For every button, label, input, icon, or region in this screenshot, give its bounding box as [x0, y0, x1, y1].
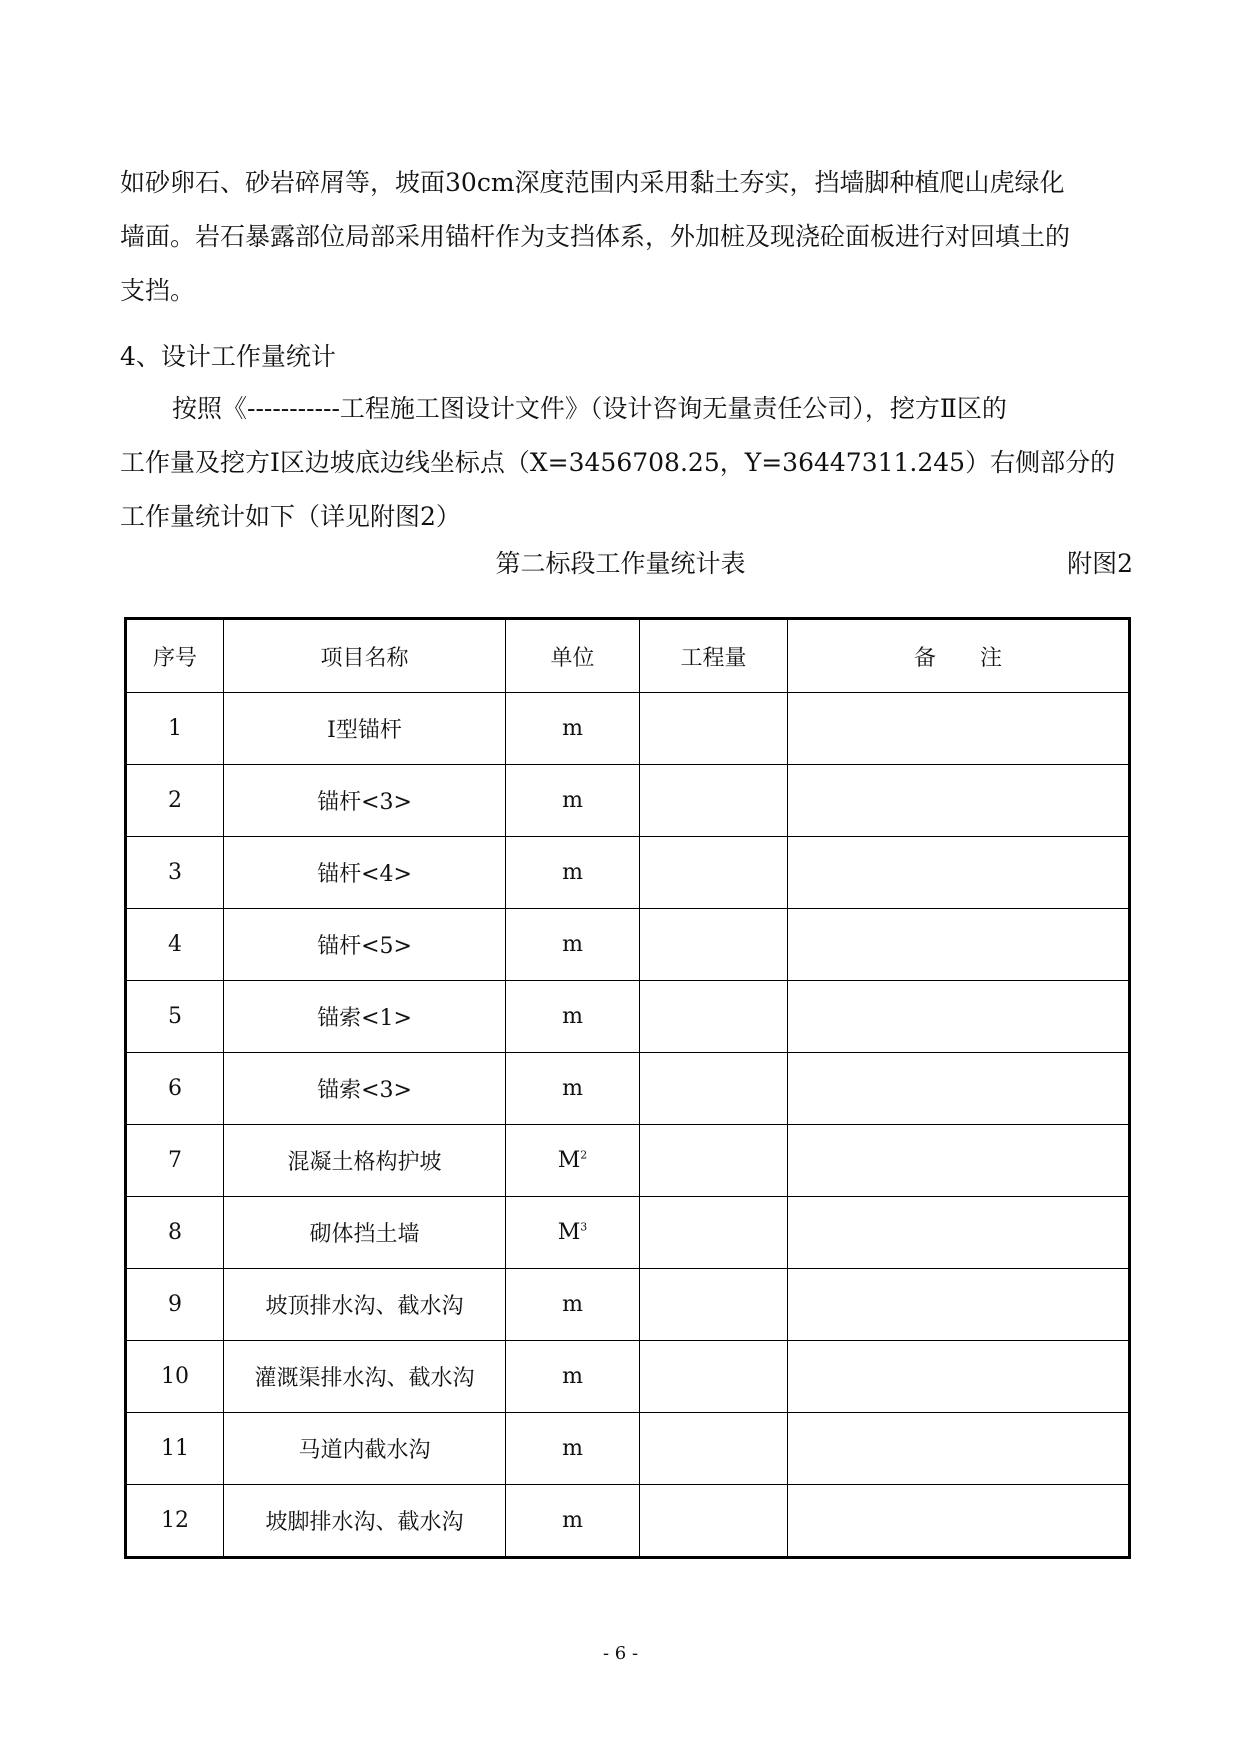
cell-quantity [640, 1485, 788, 1558]
cell-no: 5 [126, 981, 224, 1053]
cell-remarks [788, 1341, 1130, 1413]
paragraph-line: 支挡。 [120, 276, 196, 305]
cell-unit [506, 1053, 640, 1125]
cell-unit [506, 1341, 640, 1413]
paragraph-continuation [120, 156, 1130, 318]
cell-item-name: 锚索<3> [224, 1053, 506, 1125]
table-row [126, 693, 1130, 765]
paragraph-line: 按照《-----------工程施工图设计文件》（设计咨询无量责任公司），挖方Ⅱ区的 [172, 394, 1007, 423]
table-caption: 第二标段工作量统计表 [495, 549, 746, 578]
cell-unit [506, 1269, 640, 1341]
header-remarks: 备 注 [788, 619, 1130, 693]
table-row [126, 909, 1130, 981]
table-reference-label: 附图2 [1067, 549, 1133, 578]
cell-item-name: 坡顶排水沟、截水沟 [224, 1269, 506, 1341]
unit-text: m [562, 1364, 583, 1389]
cell-no: 10 [126, 1341, 224, 1413]
header-quantity: 工程量 [640, 619, 788, 693]
table-row [126, 1125, 1130, 1197]
cell-quantity [640, 981, 788, 1053]
table-row [126, 1053, 1130, 1125]
cell-unit [506, 1197, 640, 1269]
cell-unit [506, 765, 640, 837]
cell-item-name: 坡脚排水沟、截水沟 [224, 1485, 506, 1558]
cell-no: 8 [126, 1197, 224, 1269]
cell-remarks [788, 1125, 1130, 1197]
unit-text: m [562, 1508, 583, 1533]
cell-no: 6 [126, 1053, 224, 1125]
cell-no: 1 [126, 693, 224, 765]
table-row [126, 1341, 1130, 1413]
cell-item-name: Ⅰ型锚杆 [224, 693, 506, 765]
cell-remarks [788, 1485, 1130, 1558]
cell-quantity [640, 1125, 788, 1197]
unit-text: m [562, 1436, 583, 1461]
table-row [126, 1197, 1130, 1269]
cell-item-name: 砌体挡土墙 [224, 1197, 506, 1269]
cell-remarks [788, 1053, 1130, 1125]
table-header-row [126, 619, 1130, 693]
table-row [126, 1413, 1130, 1485]
cell-remarks [788, 765, 1130, 837]
cell-unit [506, 981, 640, 1053]
paragraph-line: 工作量统计如下（详见附图2） [120, 502, 461, 531]
workload-table [124, 617, 1131, 1559]
paragraph-line: 工作量及挖方Ⅰ区边坡底边线坐标点（X=3456708.25，Y=36447311.245）右侧部分的 [120, 448, 1116, 477]
cell-unit [506, 1485, 640, 1558]
cell-quantity [640, 837, 788, 909]
cell-quantity [640, 909, 788, 981]
unit-text: m [562, 860, 583, 885]
cell-remarks [788, 1197, 1130, 1269]
cell-quantity [640, 765, 788, 837]
table-row [126, 837, 1130, 909]
unit-text: m [562, 1004, 583, 1029]
cell-quantity [640, 1053, 788, 1125]
cell-quantity [640, 1341, 788, 1413]
unit-text: m [562, 1076, 583, 1101]
section-heading: 4、设计工作量统计 [120, 342, 336, 371]
header-item-name: 项目名称 [224, 619, 506, 693]
cell-item-name: 灌溉渠排水沟、截水沟 [224, 1341, 506, 1413]
header-unit: 单位 [506, 619, 640, 693]
cell-item-name: 锚索<1> [224, 981, 506, 1053]
unit-text: m [562, 1292, 583, 1317]
cell-no: 2 [126, 765, 224, 837]
unit-exponent: 2 [580, 1148, 588, 1162]
paragraph-line: 如砂卵石、砂岩碎屑等，坡面30cm深度范围内采用黏土夯实，挡墙脚种植爬山虎绿化 [120, 168, 1065, 197]
cell-item-name: 锚杆<5> [224, 909, 506, 981]
cell-no: 7 [126, 1125, 224, 1197]
unit-text: m [562, 932, 583, 957]
paragraph-line: 墙面。岩石暴露部位局部采用锚杆作为支挡体系，外加桩及现浇砼面板进行对回填土的 [120, 222, 1071, 251]
unit-text: M [557, 1148, 581, 1173]
paragraph-workload-intro [120, 382, 1130, 544]
cell-remarks [788, 909, 1130, 981]
table-row [126, 1485, 1130, 1558]
cell-item-name: 混凝土格构护坡 [224, 1125, 506, 1197]
cell-unit [506, 909, 640, 981]
table-row [126, 981, 1130, 1053]
cell-no: 4 [126, 909, 224, 981]
cell-quantity [640, 1197, 788, 1269]
cell-item-name: 马道内截水沟 [224, 1413, 506, 1485]
cell-quantity [640, 1269, 788, 1341]
cell-no: 12 [126, 1485, 224, 1558]
cell-item-name: 锚杆<4> [224, 837, 506, 909]
cell-item-name: 锚杆<3> [224, 765, 506, 837]
cell-quantity [640, 1413, 788, 1485]
cell-no: 11 [126, 1413, 224, 1485]
cell-no: 3 [126, 837, 224, 909]
cell-unit [506, 1125, 640, 1197]
cell-quantity [640, 693, 788, 765]
cell-no: 9 [126, 1269, 224, 1341]
cell-unit [506, 693, 640, 765]
unit-text: M [557, 1220, 581, 1245]
cell-remarks [788, 1269, 1130, 1341]
table-row [126, 1269, 1130, 1341]
cell-remarks [788, 981, 1130, 1053]
header-no: 序号 [126, 619, 224, 693]
table-row [126, 765, 1130, 837]
page-number: - 6 - [602, 1643, 639, 1664]
cell-remarks [788, 693, 1130, 765]
cell-remarks [788, 837, 1130, 909]
cell-unit [506, 1413, 640, 1485]
cell-unit [506, 837, 640, 909]
unit-exponent: 3 [580, 1220, 588, 1234]
unit-text: m [562, 788, 583, 813]
unit-text: m [562, 716, 583, 741]
cell-remarks [788, 1413, 1130, 1485]
